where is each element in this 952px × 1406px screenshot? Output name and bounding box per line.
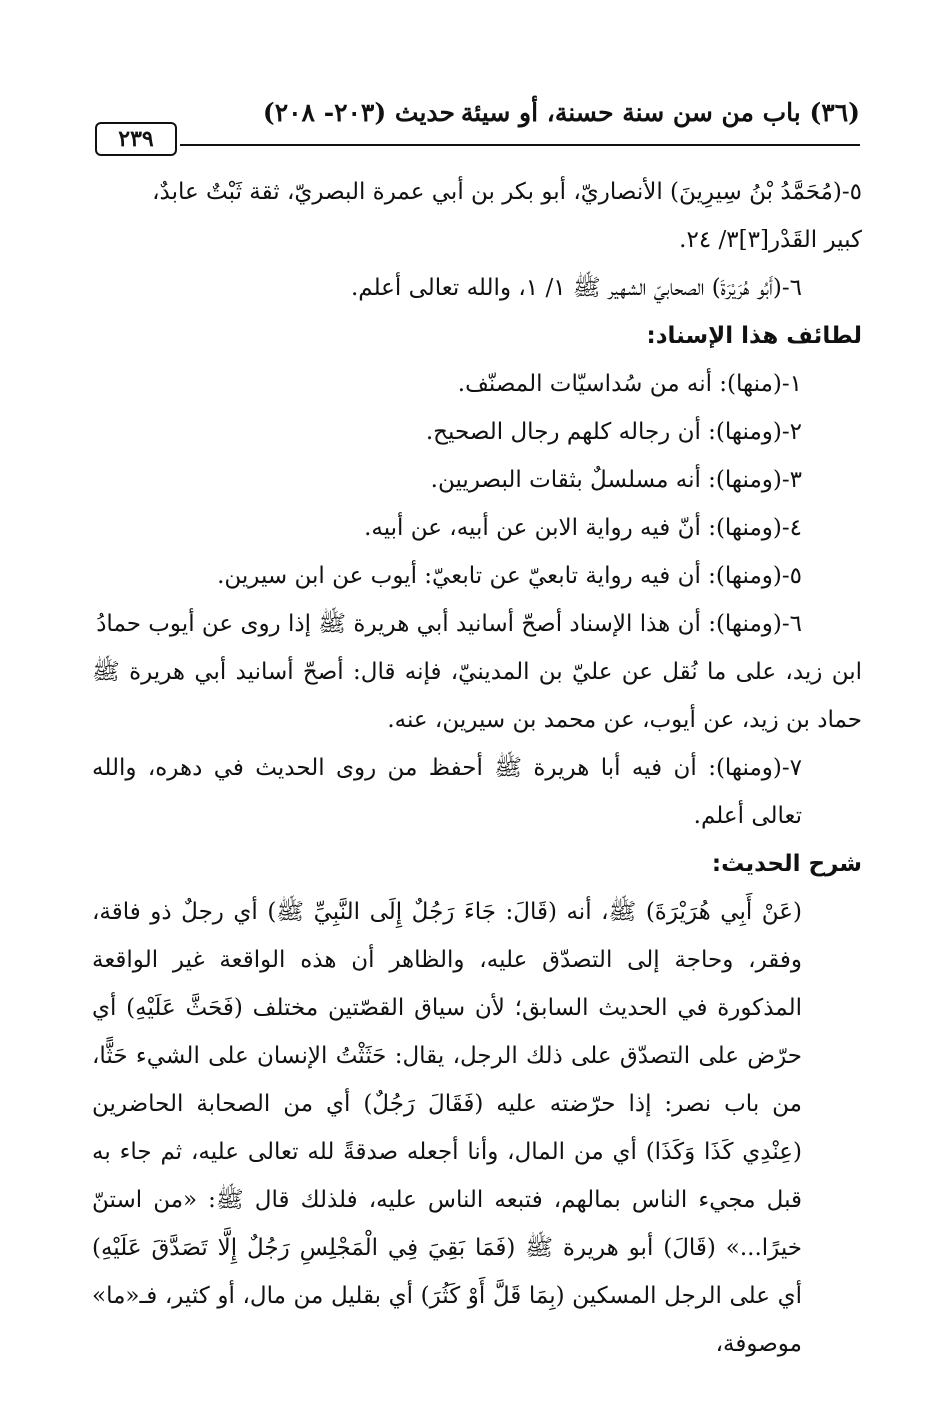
chapter-title: (٣٦) باب من سن سنة حسنة، أو سيئة [460,98,860,127]
lataif-item-1: ١-(منها): أنه من سُداسيّات المصنّف. [457,371,802,397]
page-number: ٢٣٩ [95,122,177,156]
lataif-item-5: ٥-(ومنها): أن فيه رواية تابعيّ عن تابعيّ: أيوب عن ابن سيرين. [217,563,802,589]
hadith-range: حديث (٢٠٣- ٢٠٨) [262,98,455,127]
page-body [92,168,862,1368]
header-rule [180,144,860,146]
lataif-item-6-cont: ابن زيد، على ما نُقل عن عليّ بن المدينيّ، فإنه قال: أصحّ أسانيد أبي هريرة ﷺ حماد بن زيد، عن أيوب، عن محمد بن سيرين، عنه. [92,659,862,733]
lataif-item-4: ٤-(ومنها): أنّ فيه رواية الابن عن أبيه، عن أبيه. [364,515,802,541]
lataif-item-2: ٢-(ومنها): أن رجاله كلهم رجال الصحيح. [425,419,802,445]
narrator-5-line2: كبير القَدْر[٣]٣/ ٢٤. [679,227,862,253]
narrator-5-line1: ٥-(مُحَمَّدُ بْنُ سِيرِينَ) الأنصاريّ، أبو بكر بن أبي عمرة البصريّ، ثقة ثَبْتٌ عابدٌ، [152,179,862,205]
lataif-item-6-line1: ٦-(ومنها): أن هذا الإسناد أصحّ أسانيد أبي هريرة ﷺ إذا روى عن أيوب حمادُ [96,611,802,637]
lataif-item-3: ٣-(ومنها): أنه مسلسلٌ بثقات البصريين. [430,467,802,493]
lataif-item-7: ٧-(ومنها): أن فيه أبا هريرة ﷺ أحفظ من روى الحديث في دهره، والله تعالى أعلم. [92,755,802,829]
lataif-heading: لطائف هذا الإسناد: [646,323,862,349]
narrator-6: ٦-(أَبُو هُرَيْرَةَ) الصحابيّ الشهير ﷺ ١/ ١، والله تعالى أعلم. [350,275,802,301]
sharh-heading: شرح الحديث: [711,851,862,877]
running-header [95,98,860,154]
sharh-paragraph: (عَنْ أَبِي هُرَيْرَةَ) ﷺ، أنه (قَالَ: جَاءَ رَجُلٌ إِلَى النَّبِيِّ ﷺ) أي رجلٌ ذو فاقة، وفقر، وحاجة إلى التصدّق عليه، والظاهر أن هذه الواقعة غير الواقعة المذكورة في الحديث السابق؛ لأن سياق القصّتين مختلف (فَحَثَّ عَلَيْهِ) أي حرّض على التصدّق على ذلك الرجل، يقال: حَثَثْتُ الإنسان على الشيء حَثًّا، من باب نصر: إذا حرّضته عليه (فَقَالَ رَجُلٌ) أي من الصحابة الحاضرين (عِنْدِي كَذَا وَكَذَا) أي من المال، وأنا أجعله صدقةً لله تعالى عليه، ثم جاء به قبل مجيء الناس بمالهم، فتبعه الناس عليه، فلذلك قال ﷺ: «من استنّ خيرًا...» (قَالَ) أبو هريرة ﷺ (فَمَا بَقِيَ فِي الْمَجْلِسِ رَجُلٌ إِلَّا تَصَدَّقَ عَلَيْهِ) أي على الرجل المسكين (بِمَا قَلَّ أَوْ كَثُرَ) أي بقليل من مال، أو كثير، فـ«ما» موصوفة، [92,899,802,1357]
